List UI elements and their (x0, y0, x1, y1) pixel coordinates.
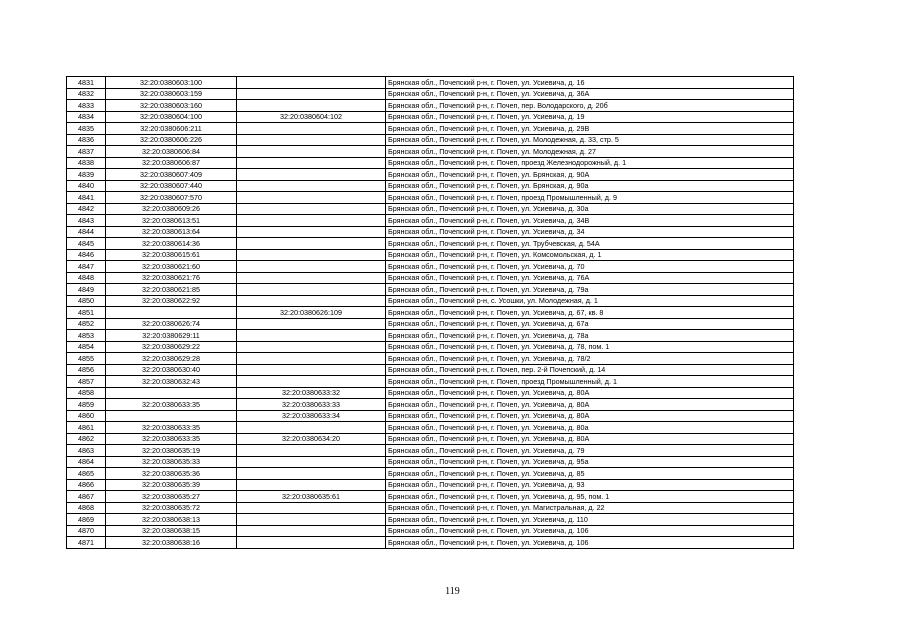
cadastral-number-cell: 32:20:0380629:22 (106, 341, 237, 353)
related-cadastral-number-cell (237, 284, 386, 296)
cadastral-number-cell: 32:20:0380638:15 (106, 525, 237, 537)
row-number-cell: 4859 (67, 399, 106, 411)
address-cell: Брянская обл., Почепский р-н, г. Почеп, ул. Брянская, д. 90А (386, 169, 794, 181)
related-cadastral-number-cell: 32:20:0380633:33 (237, 399, 386, 411)
cadastral-number-cell: 32:20:0380635:27 (106, 491, 237, 503)
row-number-cell: 4862 (67, 433, 106, 445)
address-cell: Брянская обл., Почепский р-н, г. Почеп, ул. Усиевича, д. 19 (386, 111, 794, 123)
row-number-cell: 4845 (67, 238, 106, 250)
related-cadastral-number-cell (237, 514, 386, 526)
related-cadastral-number-cell (237, 468, 386, 480)
table-row (67, 307, 794, 319)
cadastral-number-cell: 32:20:0380607:440 (106, 180, 237, 192)
cadastral-number-cell: 32:20:0380635:36 (106, 468, 237, 480)
related-cadastral-number-cell (237, 479, 386, 491)
cadastral-number-cell: 32:20:0380613:64 (106, 226, 237, 238)
cadastral-number-cell: 32:20:0380603:159 (106, 88, 237, 100)
related-cadastral-number-cell (237, 180, 386, 192)
cadastral-number-cell (106, 410, 237, 422)
address-cell: Брянская обл., Почепский р-н, г. Почеп, ул. Усиевича, д. 76А (386, 272, 794, 284)
table-row (67, 364, 794, 376)
related-cadastral-number-cell (237, 226, 386, 238)
related-cadastral-number-cell (237, 537, 386, 549)
row-number-cell: 4860 (67, 410, 106, 422)
table-row (67, 502, 794, 514)
address-cell: Брянская обл., Почепский р-н, г. Почеп, ул. Усиевича, д. 78/2 (386, 353, 794, 365)
cadastral-number-cell: 32:20:0380621:60 (106, 261, 237, 273)
related-cadastral-number-cell (237, 318, 386, 330)
related-cadastral-number-cell (237, 88, 386, 100)
table-row (67, 433, 794, 445)
address-cell: Брянская обл., Почепский р-н, г. Почеп, ул. Усиевича, д. 67, кв. 8 (386, 307, 794, 319)
row-number-cell: 4861 (67, 422, 106, 434)
cadastral-number-cell: 32:20:0380635:72 (106, 502, 237, 514)
related-cadastral-number-cell (237, 169, 386, 181)
cadastral-number-cell: 32:20:0380626:74 (106, 318, 237, 330)
row-number-cell: 4844 (67, 226, 106, 238)
cadastral-number-cell: 32:20:0380621:85 (106, 284, 237, 296)
row-number-cell: 4867 (67, 491, 106, 503)
address-cell: Брянская обл., Почепский р-н, г. Почеп, ул. Усиевича, д. 80а (386, 422, 794, 434)
table-row (67, 215, 794, 227)
address-cell: Брянская обл., Почепский р-н, г. Почеп, ул. Усиевича, д. 70 (386, 261, 794, 273)
cadastral-number-cell: 32:20:0380630:40 (106, 364, 237, 376)
address-cell: Брянская обл., Почепский р-н, г. Почеп, ул. Усиевича, д. 79 (386, 445, 794, 457)
address-cell: Брянская обл., Почепский р-н, г. Почеп, ул. Усиевича, д. 106 (386, 537, 794, 549)
row-number-cell: 4871 (67, 537, 106, 549)
address-cell: Брянская обл., Почепский р-н, г. Почеп, ул. Усиевича, д. 80А (386, 433, 794, 445)
cadastral-number-cell: 32:20:0380638:16 (106, 537, 237, 549)
table-row (67, 203, 794, 215)
table-row (67, 238, 794, 250)
cadastral-number-cell: 32:20:0380604:100 (106, 111, 237, 123)
table-row (67, 525, 794, 537)
cadastral-number-cell: 32:20:0380609:26 (106, 203, 237, 215)
cadastral-number-cell (106, 307, 237, 319)
cadastral-number-cell: 32:20:0380635:19 (106, 445, 237, 457)
related-cadastral-number-cell (237, 525, 386, 537)
address-cell: Брянская обл., Почепский р-н, г. Почеп, ул. Усиевича, д. 95а (386, 456, 794, 468)
table-row (67, 180, 794, 192)
related-cadastral-number-cell (237, 456, 386, 468)
table-row (67, 537, 794, 549)
row-number-cell: 4839 (67, 169, 106, 181)
address-cell: Брянская обл., Почепский р-н, г. Почеп, пер. 2-й Почепский, д. 14 (386, 364, 794, 376)
cadastral-number-cell: 32:20:0380629:28 (106, 353, 237, 365)
related-cadastral-number-cell (237, 364, 386, 376)
table-row (67, 353, 794, 365)
related-cadastral-number-cell (237, 502, 386, 514)
cadastral-number-cell: 32:20:0380633:35 (106, 433, 237, 445)
row-number-cell: 4858 (67, 387, 106, 399)
related-cadastral-number-cell (237, 353, 386, 365)
registry-table (66, 76, 794, 549)
row-number-cell: 4846 (67, 249, 106, 261)
related-cadastral-number-cell (237, 203, 386, 215)
address-cell: Брянская обл., Почепский р-н, г. Почеп, ул. Трубчевская, д. 54А (386, 238, 794, 250)
row-number-cell: 4865 (67, 468, 106, 480)
cadastral-number-cell: 32:20:0380635:39 (106, 479, 237, 491)
related-cadastral-number-cell (237, 422, 386, 434)
related-cadastral-number-cell (237, 100, 386, 112)
table-row (67, 479, 794, 491)
address-cell: Брянская обл., Почепский р-н, г. Почеп, ул. Молодежная, д. 27 (386, 146, 794, 158)
cadastral-number-cell: 32:20:0380633:35 (106, 422, 237, 434)
address-cell: Брянская обл., Почепский р-н, г. Почеп, ул. Усиевича, д. 34 (386, 226, 794, 238)
row-number-cell: 4835 (67, 123, 106, 135)
table-row (67, 468, 794, 480)
address-cell: Брянская обл., Почепский р-н, г. Почеп, ул. Усиевича, д. 93 (386, 479, 794, 491)
cadastral-number-cell: 32:20:0380635:33 (106, 456, 237, 468)
related-cadastral-number-cell (237, 215, 386, 227)
table-row (67, 157, 794, 169)
related-cadastral-number-cell (237, 123, 386, 135)
table-row (67, 422, 794, 434)
cadastral-number-cell: 32:20:0380606:226 (106, 134, 237, 146)
address-cell: Брянская обл., Почепский р-н, г. Почеп, ул. Комсомольская, д. 1 (386, 249, 794, 261)
related-cadastral-number-cell (237, 330, 386, 342)
table-row (67, 226, 794, 238)
row-number-cell: 4842 (67, 203, 106, 215)
table-row (67, 445, 794, 457)
address-cell: Брянская обл., Почепский р-н, г. Почеп, ул. Брянская, д. 90а (386, 180, 794, 192)
table-row (67, 330, 794, 342)
row-number-cell: 4856 (67, 364, 106, 376)
table-row (67, 111, 794, 123)
row-number-cell: 4848 (67, 272, 106, 284)
table-body (67, 77, 794, 549)
related-cadastral-number-cell: 32:20:0380626:109 (237, 307, 386, 319)
address-cell: Брянская обл., Почепский р-н, г. Почеп, ул. Усиевича, д. 36А (386, 88, 794, 100)
table-row (67, 456, 794, 468)
table-row (67, 169, 794, 181)
related-cadastral-number-cell (237, 261, 386, 273)
row-number-cell: 4834 (67, 111, 106, 123)
address-cell: Брянская обл., Почепский р-н, с. Усошки, ул. Молодежная, д. 1 (386, 295, 794, 307)
row-number-cell: 4852 (67, 318, 106, 330)
row-number-cell: 4851 (67, 307, 106, 319)
related-cadastral-number-cell (237, 341, 386, 353)
cadastral-number-cell: 32:20:0380613:51 (106, 215, 237, 227)
address-cell: Брянская обл., Почепский р-н, г. Почеп, ул. Усиевича, д. 110 (386, 514, 794, 526)
row-number-cell: 4854 (67, 341, 106, 353)
row-number-cell: 4869 (67, 514, 106, 526)
address-cell: Брянская обл., Почепский р-н, г. Почеп, ул. Усиевича, д. 80А (386, 410, 794, 422)
table-row (67, 249, 794, 261)
address-cell: Брянская обл., Почепский р-н, г. Почеп, ул. Магистральная, д. 22 (386, 502, 794, 514)
row-number-cell: 4870 (67, 525, 106, 537)
row-number-cell: 4866 (67, 479, 106, 491)
related-cadastral-number-cell (237, 238, 386, 250)
table-row (67, 192, 794, 204)
related-cadastral-number-cell: 32:20:0380604:102 (237, 111, 386, 123)
row-number-cell: 4836 (67, 134, 106, 146)
related-cadastral-number-cell: 32:20:0380633:32 (237, 387, 386, 399)
table-row (67, 77, 794, 89)
address-cell: Брянская обл., Почепский р-н, г. Почеп, ул. Усиевича, д. 29В (386, 123, 794, 135)
related-cadastral-number-cell (237, 445, 386, 457)
cadastral-number-cell: 32:20:0380606:211 (106, 123, 237, 135)
cadastral-number-cell: 32:20:0380621:76 (106, 272, 237, 284)
related-cadastral-number-cell (237, 192, 386, 204)
address-cell: Брянская обл., Почепский р-н, г. Почеп, ул. Молодежная, д. 33, стр. 5 (386, 134, 794, 146)
row-number-cell: 4831 (67, 77, 106, 89)
address-cell: Брянская обл., Почепский р-н, г. Почеп, ул. Усиевича, д. 34В (386, 215, 794, 227)
related-cadastral-number-cell (237, 376, 386, 388)
table-row (67, 341, 794, 353)
table-row (67, 410, 794, 422)
address-cell: Брянская обл., Почепский р-н, г. Почеп, проезд Железнодорожный, д. 1 (386, 157, 794, 169)
address-cell: Брянская обл., Почепский р-н, г. Почеп, ул. Усиевича, д. 95, пом. 1 (386, 491, 794, 503)
row-number-cell: 4849 (67, 284, 106, 296)
row-number-cell: 4868 (67, 502, 106, 514)
table-row (67, 261, 794, 273)
address-cell: Брянская обл., Почепский р-н, г. Почеп, ул. Усиевича, д. 106 (386, 525, 794, 537)
cadastral-number-cell: 32:20:0380629:11 (106, 330, 237, 342)
table-row (67, 134, 794, 146)
row-number-cell: 4832 (67, 88, 106, 100)
row-number-cell: 4847 (67, 261, 106, 273)
table-row (67, 399, 794, 411)
related-cadastral-number-cell: 32:20:0380635:61 (237, 491, 386, 503)
row-number-cell: 4857 (67, 376, 106, 388)
cadastral-number-cell: 32:20:0380632:43 (106, 376, 237, 388)
related-cadastral-number-cell (237, 77, 386, 89)
row-number-cell: 4864 (67, 456, 106, 468)
row-number-cell: 4850 (67, 295, 106, 307)
address-cell: Брянская обл., Почепский р-н, г. Почеп, ул. Усиевича, д. 78, пом. 1 (386, 341, 794, 353)
cadastral-number-cell: 32:20:0380606:84 (106, 146, 237, 158)
table-row (67, 318, 794, 330)
table-row (67, 100, 794, 112)
address-cell: Брянская обл., Почепский р-н, г. Почеп, ул. Усиевича, д. 30а (386, 203, 794, 215)
cadastral-number-cell: 32:20:0380615:61 (106, 249, 237, 261)
table-row (67, 123, 794, 135)
related-cadastral-number-cell (237, 157, 386, 169)
address-cell: Брянская обл., Почепский р-н, г. Почеп, проезд Промышленный, д. 9 (386, 192, 794, 204)
address-cell: Брянская обл., Почепский р-н, г. Почеп, ул. Усиевича, д. 67а (386, 318, 794, 330)
cadastral-number-cell (106, 387, 237, 399)
related-cadastral-number-cell: 32:20:0380634:20 (237, 433, 386, 445)
related-cadastral-number-cell: 32:20:0380633:34 (237, 410, 386, 422)
address-cell: Брянская обл., Почепский р-н, г. Почеп, ул. Усиевича, д. 85 (386, 468, 794, 480)
table-row (67, 284, 794, 296)
address-cell: Брянская обл., Почепский р-н, г. Почеп, пер. Володарского, д. 20б (386, 100, 794, 112)
row-number-cell: 4833 (67, 100, 106, 112)
address-cell: Брянская обл., Почепский р-н, г. Почеп, проезд Промышленный, д. 1 (386, 376, 794, 388)
address-cell: Брянская обл., Почепский р-н, г. Почеп, ул. Усиевича, д. 80А (386, 399, 794, 411)
cadastral-number-cell: 32:20:0380638:13 (106, 514, 237, 526)
cadastral-number-cell: 32:20:0380614:36 (106, 238, 237, 250)
table-row (67, 146, 794, 158)
cadastral-number-cell: 32:20:0380607:409 (106, 169, 237, 181)
row-number-cell: 4841 (67, 192, 106, 204)
row-number-cell: 4853 (67, 330, 106, 342)
cadastral-number-cell: 32:20:0380607:570 (106, 192, 237, 204)
row-number-cell: 4838 (67, 157, 106, 169)
related-cadastral-number-cell (237, 272, 386, 284)
cadastral-number-cell: 32:20:0380603:100 (106, 77, 237, 89)
row-number-cell: 4843 (67, 215, 106, 227)
table-row (67, 387, 794, 399)
cadastral-number-cell: 32:20:0380633:35 (106, 399, 237, 411)
table-row (67, 376, 794, 388)
table-row (67, 514, 794, 526)
related-cadastral-number-cell (237, 134, 386, 146)
table-row (67, 295, 794, 307)
address-cell: Брянская обл., Почепский р-н, г. Почеп, ул. Усиевича, д. 16 (386, 77, 794, 89)
table-row (67, 88, 794, 100)
row-number-cell: 4840 (67, 180, 106, 192)
related-cadastral-number-cell (237, 295, 386, 307)
table-row (67, 491, 794, 503)
row-number-cell: 4837 (67, 146, 106, 158)
page-number: 119 (445, 586, 460, 597)
row-number-cell: 4855 (67, 353, 106, 365)
address-cell: Брянская обл., Почепский р-н, г. Почеп, ул. Усиевича, д. 79а (386, 284, 794, 296)
related-cadastral-number-cell (237, 146, 386, 158)
related-cadastral-number-cell (237, 249, 386, 261)
cadastral-number-cell: 32:20:0380622:92 (106, 295, 237, 307)
table-row (67, 272, 794, 284)
address-cell: Брянская обл., Почепский р-н, г. Почеп, ул. Усиевича, д. 80А (386, 387, 794, 399)
cadastral-number-cell: 32:20:0380606:87 (106, 157, 237, 169)
cadastral-number-cell: 32:20:0380603:160 (106, 100, 237, 112)
row-number-cell: 4863 (67, 445, 106, 457)
address-cell: Брянская обл., Почепский р-н, г. Почеп, ул. Усиевича, д. 78а (386, 330, 794, 342)
